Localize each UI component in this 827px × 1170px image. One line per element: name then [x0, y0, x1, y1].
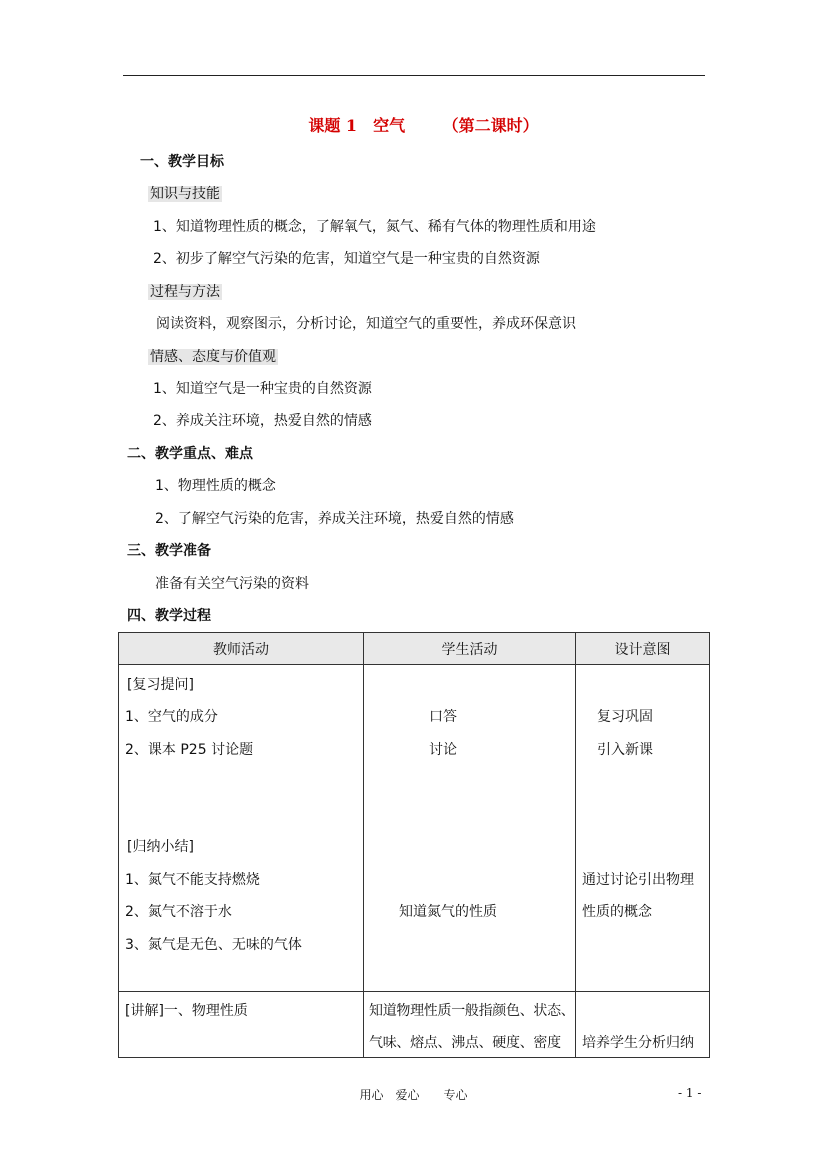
student-text: 口答: [429, 709, 457, 725]
student-text: 知道氮气的性质: [399, 904, 497, 920]
intent-cell: [576, 665, 710, 992]
intent-text: 引入新课: [597, 742, 653, 758]
page-title: 课题 1 空气 （第二课时）: [308, 116, 539, 135]
subheading-process: 过程与方法: [150, 284, 220, 300]
table-row: [119, 992, 710, 1058]
teacher-text: 1、空气的成分: [125, 709, 218, 725]
teacher-text: 3、氮气是无色、无味的气体: [125, 937, 302, 953]
header-teacher: 教师活动: [119, 633, 364, 665]
keypoint-item-2: 2、了解空气污染的危害，养成关注环境，热爱自然的情感: [155, 511, 514, 527]
objective-item-1: 1、知道物理性质的概念，了解氧气，氮气、稀有气体的物理性质和用途: [153, 219, 596, 235]
process-table: [118, 632, 710, 1058]
section1-heading: 一、教学目标: [140, 154, 224, 170]
table-row: [119, 665, 710, 992]
subheading-attitude: 情感、态度与价值观: [150, 349, 276, 365]
teacher-text: 1、氮气不能支持燃烧: [125, 872, 260, 888]
section3-heading: 三、教学准备: [127, 543, 211, 559]
student-cell: [364, 665, 576, 992]
table-header-row: [119, 633, 710, 665]
page-footer: 用心 爱心 专心: [359, 1088, 468, 1102]
section2-heading: 二、教学重点、难点: [127, 446, 253, 462]
preparation-item-1: 准备有关空气污染的资料: [155, 576, 309, 592]
header-rule: [123, 75, 705, 76]
objective-item-2: 2、初步了解空气污染的危害，知道空气是一种宝贵的自然资源: [153, 251, 540, 267]
intent-text: 性质的概念: [582, 904, 652, 920]
teacher-cell: [119, 992, 364, 1058]
intent-cell: [576, 992, 710, 1058]
header-intent: 设计意图: [576, 633, 710, 665]
objective-item-3: 阅读资料，观察图示，分析讨论，知道空气的重要性，养成环保意识: [156, 316, 576, 332]
intent-text: 培养学生分析归纳: [582, 1035, 694, 1051]
keypoint-item-1: 1、物理性质的概念: [155, 478, 276, 494]
header-student: 学生活动: [364, 633, 576, 665]
student-cell: [364, 992, 576, 1058]
objective-item-4: 1、知道空气是一种宝贵的自然资源: [153, 381, 372, 397]
objective-item-5: 2、养成关注环境，热爱自然的情感: [153, 413, 372, 429]
teacher-text: 2、氮气不溶于水: [125, 904, 232, 920]
student-text: 知道物理性质一般指颜色、状态、: [369, 1003, 575, 1019]
section4-heading: 四、教学过程: [127, 608, 211, 624]
teacher-text: 2、课本 P25 讨论题: [125, 742, 254, 758]
student-text: 气味、熔点、沸点、硬度、密度: [369, 1035, 561, 1051]
student-text: 讨论: [429, 742, 457, 758]
teacher-cell: [119, 665, 364, 992]
teacher-text: [复习提问]: [127, 677, 194, 693]
intent-text: 通过讨论引出物理: [582, 872, 694, 888]
intent-text: 复习巩固: [597, 709, 653, 725]
page-number: - 1 -: [678, 1086, 702, 1100]
teacher-text: [归纳小结]: [127, 839, 194, 855]
subheading-knowledge: 知识与技能: [150, 186, 220, 202]
teacher-text: [讲解]一、物理性质: [125, 1003, 248, 1019]
